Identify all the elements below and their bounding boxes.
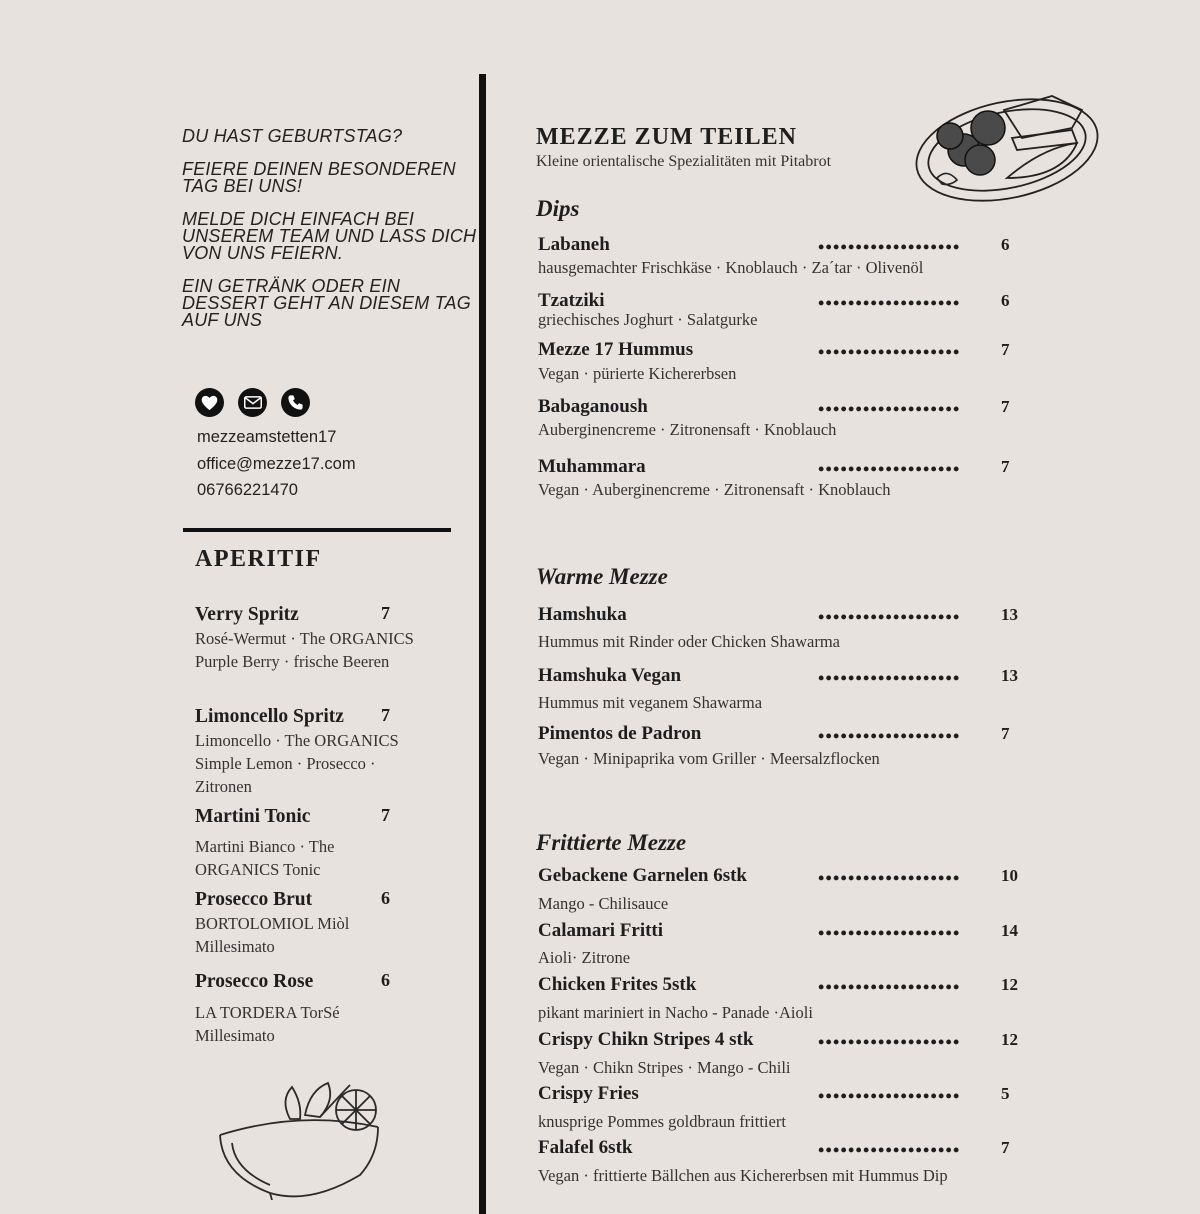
instagram-handle[interactable]: mezzeamstetten17 — [197, 428, 337, 446]
drink-item — [195, 705, 435, 798]
item-name: Babaganoush — [538, 396, 648, 417]
item-desc: Auberginencreme · Zitronensaft · Knoblauch — [538, 420, 837, 439]
menu-item — [538, 234, 1038, 286]
leader-dots: ••••••••••••••••••• — [818, 237, 961, 257]
item-desc: Hummus mit veganem Shawarma — [538, 693, 763, 712]
leader-dots: ••••••••••••••••••• — [818, 459, 961, 479]
drink-desc: Limoncello · The ORGANICS Simple Lemon · Prosecco · Zitronen — [195, 731, 399, 796]
contact-icons — [195, 388, 310, 417]
item-price: 6 — [1001, 235, 1010, 254]
drink-item — [195, 603, 435, 673]
section-title-warme-mezze: Warme Mezze — [536, 564, 668, 589]
item-price: 6 — [1001, 291, 1010, 310]
item-price: 14 — [1001, 921, 1018, 940]
divider — [183, 528, 451, 532]
item-desc: Vegan · Auberginencreme · Zitronensaft · Knoblauch — [538, 480, 891, 499]
drink-name: Prosecco Brut — [195, 889, 313, 910]
item-price: 7 — [1001, 1138, 1010, 1157]
item-name: Crispy Fries — [538, 1083, 639, 1104]
drink-name: Limoncello Spritz — [195, 706, 344, 727]
drink-price: 7 — [381, 805, 390, 825]
item-name: Tzatziki — [538, 290, 605, 311]
drink-item — [195, 970, 435, 1047]
leader-dots: ••••••••••••••••••• — [818, 1140, 961, 1160]
item-name: Hamshuka Vegan — [538, 665, 682, 686]
item-name: Gebackene Garnelen 6stk — [538, 865, 747, 886]
item-price: 7 — [1001, 457, 1010, 476]
item-price: 13 — [1001, 605, 1018, 624]
drink-desc: Martini Bianco · The ORGANICS Tonic — [195, 837, 335, 879]
menu-item — [538, 865, 1038, 917]
column-divider — [479, 74, 486, 1214]
drink-desc: LA TORDERA TorSé Millesimato — [195, 1003, 340, 1045]
drink-price: 7 — [381, 603, 390, 623]
item-desc: Vegan · pürierte Kichererbsen — [538, 364, 737, 383]
item-desc: Vegan · frittierte Bällchen aus Kichererbsen mit Hummus Dip — [538, 1166, 948, 1185]
item-name: Mezze 17 Hummus — [538, 339, 694, 360]
menu-item — [538, 974, 1038, 1026]
item-price: 13 — [1001, 666, 1018, 685]
instagram-heart-icon[interactable] — [195, 388, 224, 417]
item-price: 7 — [1001, 724, 1010, 743]
menu-item — [538, 1083, 1038, 1135]
item-desc: Aioli· Zitrone — [538, 948, 631, 967]
phone-number[interactable]: 06766221470 — [197, 481, 298, 499]
item-desc: Hummus mit Rinder oder Chicken Shawarma — [538, 632, 840, 651]
aperitif-title: APERITIF — [195, 546, 322, 572]
drink-item — [195, 888, 435, 958]
menu-item — [538, 396, 1038, 448]
menu-item — [538, 290, 1038, 342]
section-title-dips: Dips — [536, 196, 580, 221]
drink-name: Martini Tonic — [195, 806, 311, 827]
item-price: 12 — [1001, 975, 1018, 994]
leader-dots: ••••••••••••••••••• — [818, 1032, 961, 1052]
item-price: 10 — [1001, 866, 1018, 885]
menu-item — [538, 665, 1038, 717]
menu-item — [538, 920, 1038, 972]
contact-info — [197, 426, 356, 506]
item-desc: Vegan · Minipaprika vom Griller · Meersalzflocken — [538, 749, 880, 768]
item-name: Falafel 6stk — [538, 1137, 633, 1158]
item-desc: pikant mariniert in Nacho - Panade ·Aioli — [538, 1003, 813, 1022]
item-price: 12 — [1001, 1030, 1018, 1049]
leader-dots: ••••••••••••••••••• — [818, 607, 961, 627]
menu-item — [538, 604, 1038, 656]
leader-dots: ••••••••••••••••••• — [818, 293, 961, 313]
menu-item — [538, 456, 1038, 508]
item-price: 7 — [1001, 397, 1010, 416]
menu-item — [538, 339, 1038, 391]
drink-desc: Rosé-Wermut · The ORGANICS Purple Berry · frische Beeren — [195, 629, 414, 671]
leader-dots: ••••••••••••••••••• — [818, 923, 961, 943]
birthday-notice — [182, 128, 482, 345]
item-name: Hamshuka — [538, 604, 627, 625]
menu-item — [538, 723, 1038, 775]
item-name: Muhammara — [538, 456, 646, 477]
birthday-line: EIN GETRÄNK ODER EIN DESSERT GEHT AN DIESEM TAG AUF UNS — [182, 276, 471, 330]
item-desc: Mango - Chilisauce — [538, 894, 669, 913]
birthday-line: MELDE DICH EINFACH BEI UNSEREM TEAM UND LASS DICH VON UNS FEIERN. — [182, 209, 477, 263]
drink-price: 7 — [381, 705, 390, 725]
birthday-line: FEIERE DEINEN BESONDEREN TAG BEI UNS! — [182, 159, 456, 196]
item-price: 5 — [1001, 1084, 1010, 1103]
menu-item — [538, 1029, 1038, 1081]
phone-icon[interactable] — [281, 388, 310, 417]
leader-dots: ••••••••••••••••••• — [818, 1086, 961, 1106]
item-name: Crispy Chikn Stripes 4 stk — [538, 1029, 754, 1050]
menu-item — [538, 1137, 1038, 1189]
drink-price: 6 — [381, 970, 390, 990]
leader-dots: ••••••••••••••••••• — [818, 668, 961, 688]
mail-icon[interactable] — [238, 388, 267, 417]
item-desc: griechisches Joghurt · Salatgurke — [538, 310, 758, 329]
item-desc: Vegan · Chikn Stripes · Mango - Chili — [538, 1058, 791, 1077]
mezze-plate-illustration — [912, 88, 1102, 206]
item-name: Labaneh — [538, 234, 610, 255]
leader-dots: ••••••••••••••••••• — [818, 342, 961, 362]
leader-dots: ••••••••••••••••••• — [818, 977, 961, 997]
mezze-title: MEZZE ZUM TEILEN — [536, 124, 797, 150]
item-desc: knusprige Pommes goldbraun frittiert — [538, 1112, 786, 1131]
drink-price: 6 — [381, 888, 390, 908]
leader-dots: ••••••••••••••••••• — [818, 868, 961, 888]
item-price: 7 — [1001, 340, 1010, 359]
cocktail-illustration — [210, 1075, 390, 1200]
birthday-line: DU HAST GEBURTSTAG? — [182, 126, 403, 146]
mezze-subtitle: Kleine orientalische Spezialitäten mit Pitabrot — [536, 153, 832, 170]
item-name: Chicken Frites 5stk — [538, 974, 697, 995]
item-name: Pimentos de Padron — [538, 723, 702, 744]
drink-name: Verry Spritz — [195, 604, 299, 625]
drink-item — [195, 805, 435, 881]
section-title-frittierte-mezze: Frittierte Mezze — [536, 830, 687, 855]
item-name: Calamari Fritti — [538, 920, 664, 941]
drink-desc: BORTOLOMIOL Miòl Millesimato — [195, 914, 350, 956]
drink-name: Prosecco Rose — [195, 971, 314, 992]
leader-dots: ••••••••••••••••••• — [818, 399, 961, 419]
leader-dots: ••••••••••••••••••• — [818, 726, 961, 746]
email-address[interactable]: office@mezze17.com — [197, 454, 356, 473]
item-desc: hausgemachter Frischkäse · Knoblauch · Za´tar · Olivenöl — [538, 258, 924, 277]
